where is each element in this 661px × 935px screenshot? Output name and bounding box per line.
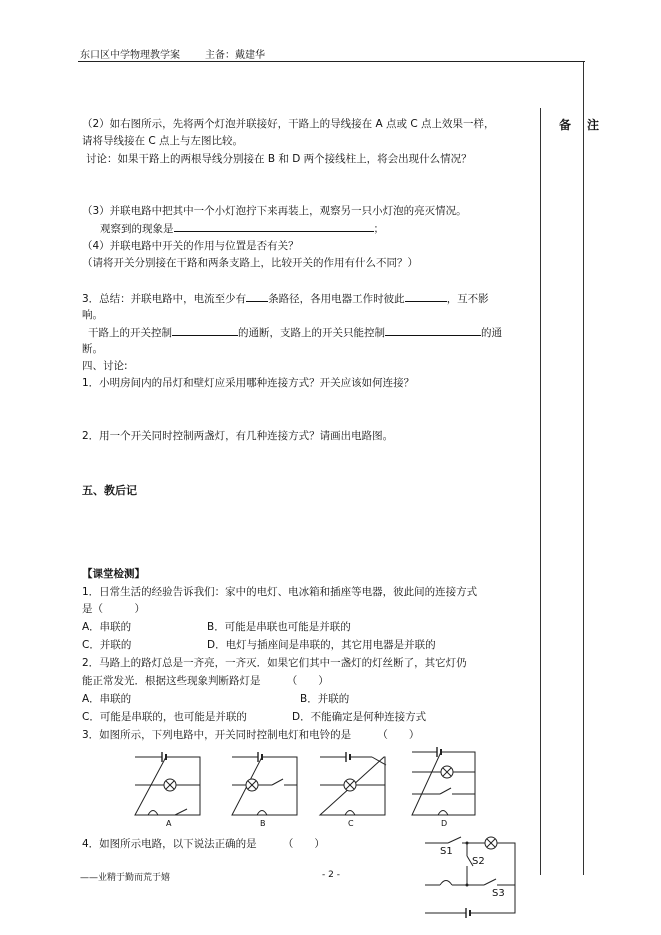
circuit-a bbox=[135, 752, 200, 815]
q4-s2-label: S2 bbox=[472, 856, 485, 867]
check-title: 【课堂检测】 bbox=[82, 568, 145, 580]
check-q1: 1．日常生活的经验告诉我们：家中的电灯、电冰箱和插座等电器，彼此间的连接方式 bbox=[82, 586, 478, 598]
q3-line1: （3）并联电路中把其中一个小灯泡拧下来再装上，观察另一只小灯泡的亮灭情况。 bbox=[82, 205, 467, 217]
check-q4: 4．如图所示电路，以下说法正确的是 （ ） bbox=[82, 838, 325, 850]
q4-s3-label: S3 bbox=[492, 888, 505, 899]
check-q2-option-a: A．串联的 bbox=[82, 693, 132, 705]
discussion-title: 四、讨论: bbox=[82, 360, 128, 372]
circuit-d-label: D bbox=[441, 819, 448, 828]
check-q1-option-a: A．串联的 bbox=[82, 621, 132, 633]
circuit-d bbox=[412, 747, 475, 815]
circuit-b-label: B bbox=[260, 819, 266, 828]
footer-page-number: - 2 - bbox=[322, 870, 340, 880]
summary-text-f: 的通断，支路上的开关只能控制 bbox=[238, 327, 385, 339]
check-q1b: 是（ ） bbox=[82, 603, 145, 615]
q4-line1: （4）并联电路中开关的作用与位置是否有关？ bbox=[82, 240, 299, 252]
check-q2-option-d: D．不能确定是何种连接方式 bbox=[292, 711, 427, 723]
circuit-a-label: A bbox=[166, 819, 172, 828]
q2-discuss: 讨论：如果干路上的两根导线分别接在 B 和 D 两个接线柱上，将会出现什么情况？ bbox=[86, 153, 472, 165]
check-q2b: 能正常发光．根据这些现象判断路灯是 （ ） bbox=[82, 675, 329, 687]
summary-text-a: 3．总结：并联电路中，电流至少有 bbox=[82, 293, 247, 305]
discussion-q1: 1．小明房间内的吊灯和壁灯应采用哪种连接方式？开关应该如何连接？ bbox=[82, 377, 415, 389]
check-q3: 3．如图所示，下列电路中，开关同时控制电灯和电铃的是 （ ） bbox=[82, 729, 420, 741]
discussion-q2: 2．用一个开关同时控制两盏灯，有几种连接方式？请画出电路图。 bbox=[82, 430, 394, 442]
check-q1-option-c: C．并联的 bbox=[82, 639, 132, 651]
q4-line2: （请将开关分别接在干路和两条支路上，比较开关的作用有什么不同？） bbox=[82, 257, 418, 269]
summary-line4: 断。 bbox=[82, 343, 103, 355]
circuit-q4 bbox=[425, 837, 515, 918]
q3-observed-label: 观察到的现象是 bbox=[100, 223, 174, 235]
header-author: 主备：戴建华 bbox=[205, 50, 265, 61]
q2-line2: 请将导线接在 C 点上与左图比较。 bbox=[82, 135, 244, 147]
summary-line2: 响。 bbox=[82, 309, 103, 321]
check-q2-option-c: C．可能是串联的，也可能是并联的 bbox=[82, 711, 247, 723]
q3-end-mark: ； bbox=[373, 223, 384, 235]
circuit-c-label: C bbox=[348, 819, 354, 828]
margin-note-label: 备 注 bbox=[559, 118, 602, 132]
q4-s1-label: S1 bbox=[440, 846, 453, 857]
check-q1-option-b: B．可能是串联也可能是并联的 bbox=[207, 621, 351, 633]
check-q2: 2．马路上的路灯总是一齐亮，一齐灭．如果它们其中一盏灯的灯丝断了，其它灯仍 bbox=[82, 657, 467, 669]
summary-text-e: 干路上的开关控制 bbox=[88, 327, 172, 339]
check-q1-option-d: D．电灯与插座间是串联的，其它用电器是并联的 bbox=[207, 639, 436, 651]
check-q2-option-b: B．并联的 bbox=[300, 693, 350, 705]
footer-motto: ——业精于勤而荒于嬉 bbox=[80, 873, 171, 883]
summary-text-g: 的通 bbox=[481, 327, 502, 339]
q2-line1: （2）如右图所示，先将两个灯泡并联接好，干路上的导线接在 A 点或 C 点上效果一样， bbox=[82, 118, 495, 130]
summary-text-c: ，互不影 bbox=[446, 293, 489, 305]
circuit-b bbox=[232, 752, 297, 815]
summary-text-b: 条路径，各用电器工作时彼此 bbox=[268, 293, 405, 305]
circuit-c bbox=[320, 752, 386, 815]
header-school: 东口区中学物理教学案 bbox=[80, 50, 180, 61]
afterword-title: 五、教后记 bbox=[82, 484, 137, 497]
